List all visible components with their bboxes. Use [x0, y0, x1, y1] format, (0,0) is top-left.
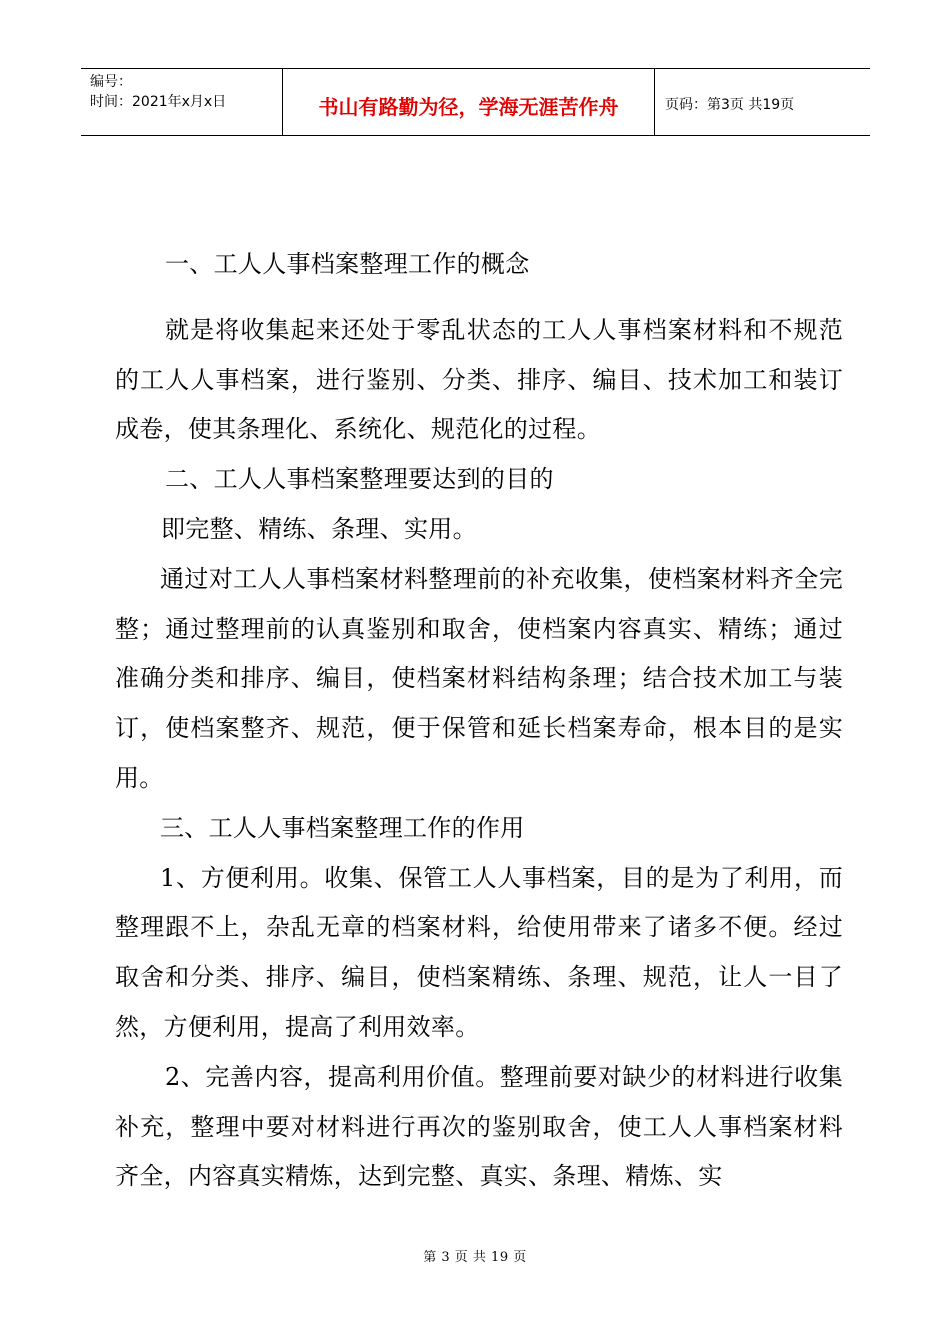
header-page-info: 页码：第3页 共19页 [665, 97, 795, 113]
header-meta [81, 69, 282, 135]
document-number-label: 编号： [90, 74, 132, 90]
paragraph-function-1: 1、方便利用。收集、保管工人人事档案，目的是为了利用，而整理跟不上，杂乱无章的档案材料，给使用带来了诸多不便。经过取舍和分类、排序、编目，使档案精练、条理、规范，让人一目了然，方便利用，提高了利用效率。 [115, 863, 843, 1041]
header-motto: 书山有路勤为径，学海无涯苦作舟 [282, 69, 655, 135]
section-heading-function: 三、工人人事档案整理工作的作用 [160, 813, 525, 842]
paragraph-purpose-summary: 即完整、精练、条理、实用。 [161, 514, 477, 543]
page-header [81, 68, 870, 136]
paragraph-purpose-detail: 通过对工人人事档案材料整理前的补充收集，使档案材料齐全完整；通过整理前的认真鉴别和取舍，使档案内容真实、精练；通过准确分类和排序、编目，使档案材料结构条理；结合技术加工与装订，使档案整齐、规范，便于保管和延长档案寿命，根本目的是实用。 [115, 564, 843, 792]
document-body [115, 240, 843, 1202]
paragraph-concept: 就是将收集起来还处于零乱状态的工人人事档案材料和不规范的工人人事档案，进行鉴别、分类、排序、编目、技术加工和装订成卷，使其条理化、系统化、规范化的过程。 [115, 315, 843, 444]
section-heading-concept: 一、工人人事档案整理工作的概念 [165, 250, 530, 278]
paragraph-function-2: 2、完善内容，提高利用价值。整理前要对缺少的材料进行收集补充，整理中要对材料进行再次的鉴别取舍，使工人人事档案材料齐全，内容真实精炼，达到完整、真实、条理、精炼、实 [115, 1062, 843, 1191]
page-footer: 第 3 页 共 19 页 [423, 1250, 527, 1265]
section-heading-purpose: 二、工人人事档案整理要达到的目的 [165, 465, 554, 494]
document-time-label: 时间：2021年x月x日 [90, 94, 227, 110]
